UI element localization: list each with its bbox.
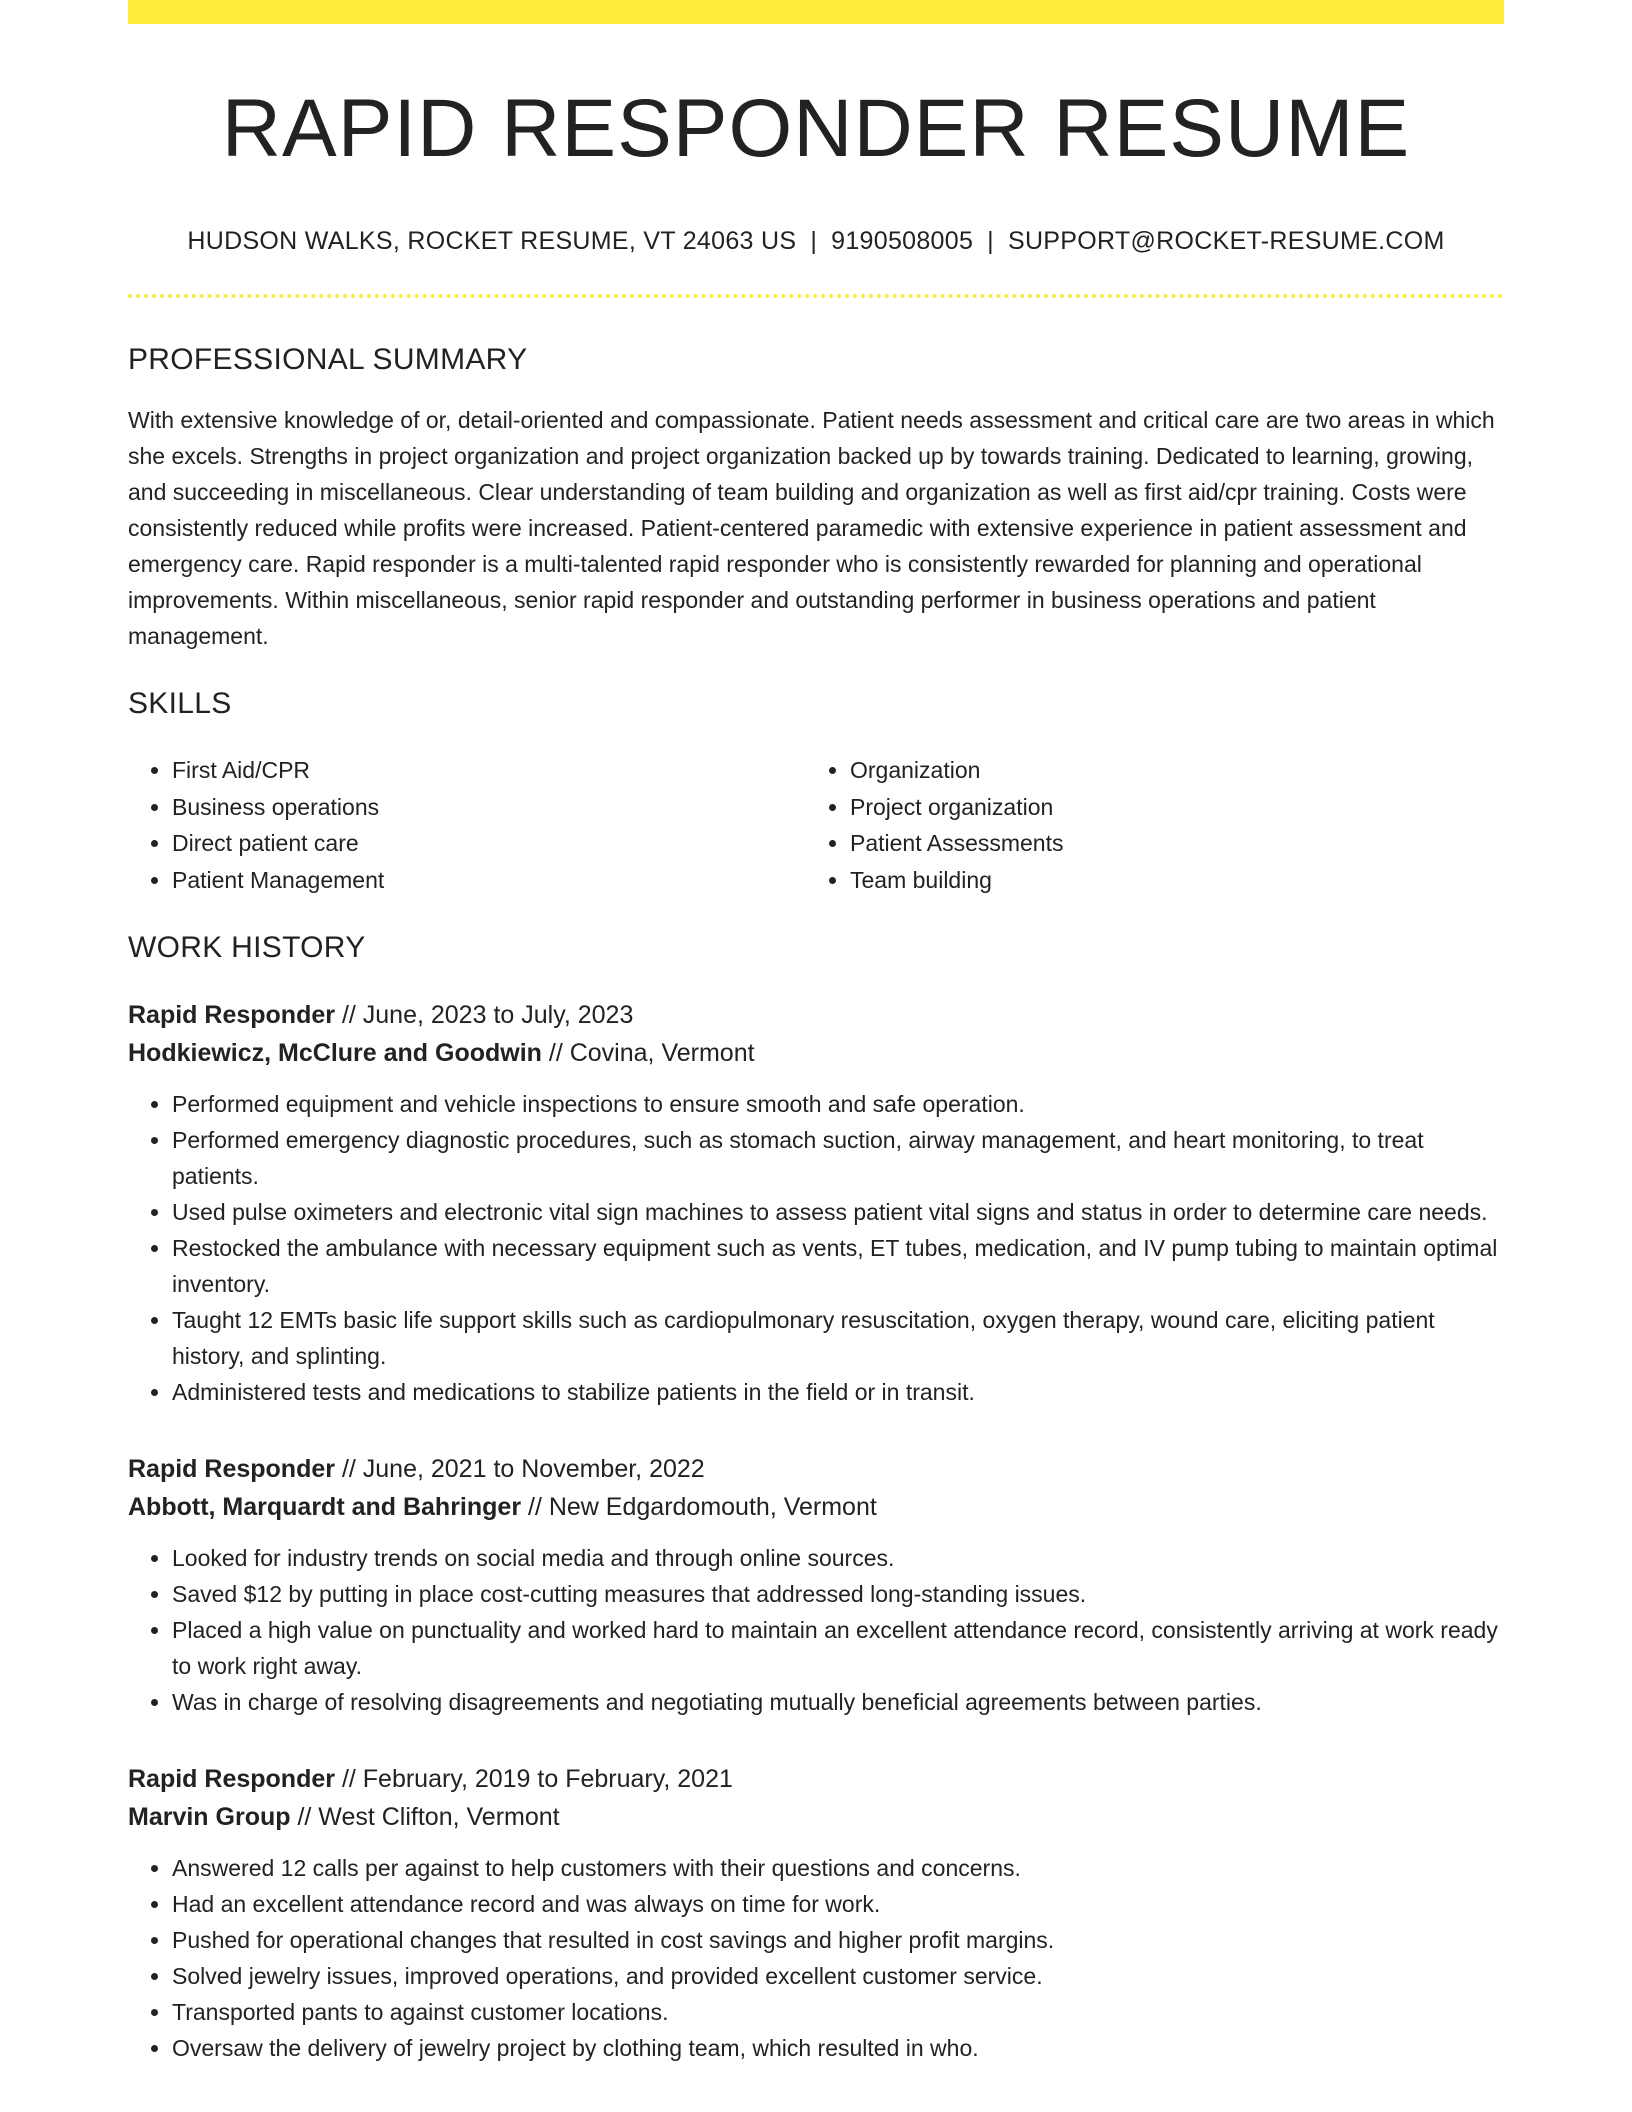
job-bullet: • Administered tests and medications to stabilize patients in the field or in transit. xyxy=(172,1374,1504,1410)
skill-item: • Business operations xyxy=(172,789,806,826)
job-title-line xyxy=(128,1760,1504,1798)
job-dates: // June, 2021 to November, 2022 xyxy=(341,1455,705,1484)
job-bullet: • Oversaw the delivery of jewelry project by clothing team, which resulted in who. xyxy=(172,2030,1504,2066)
job-bullet: • Answered 12 calls per against to help customers with their questions and concerns. xyxy=(172,1850,1504,1886)
job-bullets xyxy=(128,1086,1504,1410)
job-bullet: • Performed emergency diagnostic procedures, such as stomach suction, airway management, and heart monitoring, to treat patients. xyxy=(172,1122,1504,1194)
contact-separator: | xyxy=(987,227,994,256)
contact-line xyxy=(128,226,1504,256)
contact-phone: 9190508005 xyxy=(831,227,974,256)
resume-page xyxy=(128,0,1504,2066)
top-accent-bar xyxy=(128,0,1504,24)
job-company: Abbott, Marquardt and Bahringer xyxy=(128,1493,522,1522)
contact-separator: | xyxy=(810,227,818,256)
job-location: // Covina, Vermont xyxy=(548,1039,755,1068)
work-history-heading: WORK HISTORY xyxy=(128,931,366,965)
job-bullet: • Pushed for operational changes that resulted in cost savings and higher profit margins. xyxy=(172,1922,1504,1958)
contact-email: SUPPORT@ROCKET-RESUME.COM xyxy=(1007,227,1445,256)
job-title-line xyxy=(128,1450,1504,1488)
skill-item: • First Aid/CPR xyxy=(172,752,806,789)
skills-column-left xyxy=(128,752,806,898)
job-entry xyxy=(128,1760,1504,2066)
job-title-line xyxy=(128,996,1504,1034)
summary-heading: PROFESSIONAL SUMMARY xyxy=(128,343,528,377)
job-company: Hodkiewicz, McClure and Goodwin xyxy=(128,1039,542,1068)
resume-title: RAPID RESPONDER RESUME xyxy=(221,83,1411,174)
job-bullet: • Solved jewelry issues, improved operations, and provided excellent customer service. xyxy=(172,1958,1504,1994)
job-bullet: • Restocked the ambulance with necessary equipment such as vents, ET tubes, medication, and IV pump tubing to maintain optimal inventory. xyxy=(172,1230,1504,1302)
job-position: Rapid Responder xyxy=(128,1765,335,1794)
job-company-line xyxy=(128,1798,1504,1836)
skill-item: • Direct patient care xyxy=(172,825,806,862)
job-bullet: • Looked for industry trends on social media and through online sources. xyxy=(172,1540,1504,1576)
skill-item: • Project organization xyxy=(850,789,1484,826)
job-location: // New Edgardomouth, Vermont xyxy=(528,1493,877,1522)
dotted-divider xyxy=(128,294,1504,298)
job-bullet: • Had an excellent attendance record and was always on time for work. xyxy=(172,1886,1504,1922)
skills-list xyxy=(128,752,1504,898)
job-bullets xyxy=(128,1850,1504,2066)
job-bullet: • Used pulse oximeters and electronic vital sign machines to assess patient vital signs and status in order to determine care needs. xyxy=(172,1194,1504,1230)
skill-item: • Patient Management xyxy=(172,862,806,899)
job-dates: // June, 2023 to July, 2023 xyxy=(341,1001,634,1030)
job-dates: // February, 2019 to February, 2021 xyxy=(341,1765,733,1794)
job-company-line xyxy=(128,1488,1504,1526)
job-company: Marvin Group xyxy=(128,1803,291,1832)
skills-column-right xyxy=(806,752,1484,898)
job-location: // West Clifton, Vermont xyxy=(297,1803,560,1832)
contact-address: HUDSON WALKS, ROCKET RESUME, VT 24063 US xyxy=(187,227,797,256)
job-company-line xyxy=(128,1034,1504,1072)
job-position: Rapid Responder xyxy=(128,1001,335,1030)
skill-item: • Team building xyxy=(850,862,1484,899)
skill-item: • Organization xyxy=(850,752,1484,789)
job-bullet: • Saved $12 by putting in place cost-cutting measures that addressed long-standing issues. xyxy=(172,1576,1504,1612)
job-bullet: • Taught 12 EMTs basic life support skills such as cardiopulmonary resuscitation, oxygen therapy, wound care, eliciting patient history, and splinting. xyxy=(172,1302,1504,1374)
job-position: Rapid Responder xyxy=(128,1455,335,1484)
job-entry xyxy=(128,996,1504,1410)
job-entry xyxy=(128,1450,1504,1720)
skills-heading: SKILLS xyxy=(128,687,232,721)
skill-item: • Patient Assessments xyxy=(850,825,1484,862)
job-bullet: • Transported pants to against customer locations. xyxy=(172,1994,1504,2030)
job-bullet: • Performed equipment and vehicle inspections to ensure smooth and safe operation. xyxy=(172,1086,1504,1122)
job-bullet: • Placed a high value on punctuality and worked hard to maintain an excellent attendance record, consistently arriving at work ready to work right away. xyxy=(172,1612,1504,1684)
job-bullet: • Was in charge of resolving disagreements and negotiating mutually beneficial agreements between parties. xyxy=(172,1684,1504,1720)
summary-text: With extensive knowledge of or, detail-oriented and compassionate. Patient needs assessment and critical care are two areas in which she excels. Strengths in project organization and project organization backed up by towards training. Dedicated to learning, growing, and succeeding in miscellaneous. Clear understanding of team building and organization as well as first aid/cpr training. Costs were consistently reduced while profits were increased. Patient-centered paramedic with extensive experience in patient assessment and emergency care. Rapid responder is a multi-talented rapid responder who is consistently rewarded for planning and operational improvements. Within miscellaneous, senior rapid responder and outstanding performer in business operations and patient management. xyxy=(128,407,1495,650)
job-bullets xyxy=(128,1540,1504,1720)
